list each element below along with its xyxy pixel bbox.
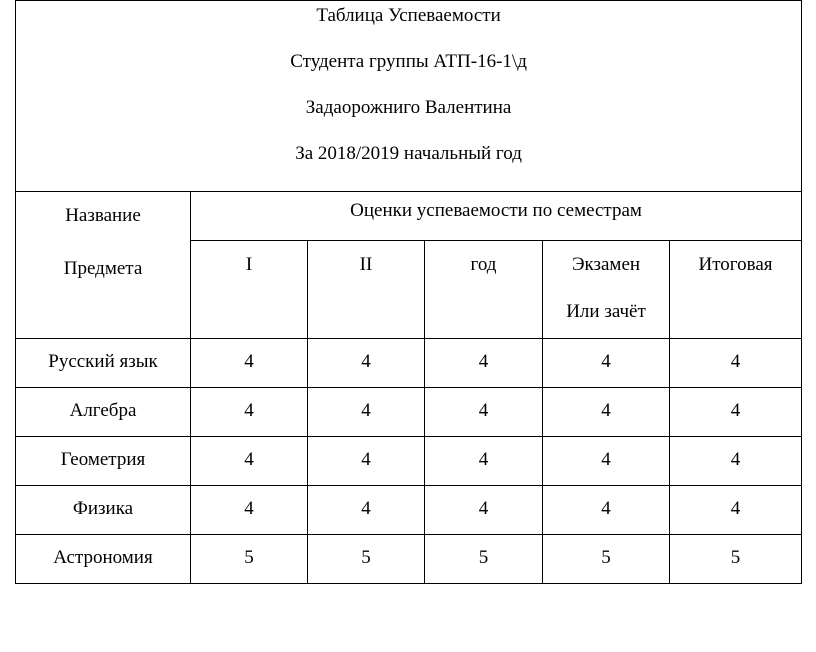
grades-table — [15, 0, 802, 584]
student-name-line: Задаорожниго Валентина — [305, 97, 512, 118]
subject-header-line1: Название — [65, 205, 141, 226]
grades-document — [15, 0, 801, 581]
grade-cell — [191, 388, 308, 437]
subject-header-line2: Предмета — [63, 258, 143, 279]
grade-value: 4 — [361, 351, 371, 372]
grade-cell — [425, 437, 543, 486]
group-line: Студента группы АТП-16-1\д — [290, 51, 527, 72]
grade-cell — [191, 486, 308, 535]
final-column-header — [670, 241, 802, 339]
final-label: Итоговая — [698, 254, 773, 276]
grade-cell — [543, 339, 670, 388]
grade-value: 4 — [601, 351, 611, 372]
subject-cell — [16, 486, 191, 535]
grade-value: 4 — [478, 498, 489, 519]
grade-cell — [191, 339, 308, 388]
semester1-column-header — [191, 241, 308, 339]
table-row — [16, 437, 802, 486]
subject-cell — [16, 535, 191, 584]
grade-cell — [543, 437, 670, 486]
grade-cell — [670, 535, 802, 584]
grade-cell — [670, 486, 802, 535]
exam-column-header — [543, 241, 670, 339]
grade-cell — [425, 339, 543, 388]
grade-cell — [425, 535, 543, 584]
grade-cell — [191, 535, 308, 584]
table-row — [16, 339, 802, 388]
exam-label-line2: Или зачёт — [566, 301, 646, 323]
grade-cell — [308, 437, 425, 486]
exam-label-line1: Экзамен — [571, 254, 641, 276]
grade-cell — [191, 437, 308, 486]
grade-value: 4 — [244, 498, 254, 519]
table-row — [16, 486, 802, 535]
semester2-label: II — [359, 254, 373, 276]
grade-value: 5 — [478, 547, 489, 568]
year-label: год — [470, 254, 497, 276]
grade-value: 4 — [601, 400, 611, 421]
year-column-header — [425, 241, 543, 339]
grade-value: 4 — [478, 351, 489, 372]
semester2-column-header — [308, 241, 425, 339]
grade-value: 4 — [244, 400, 254, 421]
subject-name: Физика — [72, 498, 134, 519]
table-row — [16, 535, 802, 584]
grade-value: 4 — [730, 449, 741, 470]
grade-value: 4 — [478, 449, 489, 470]
grade-cell — [425, 486, 543, 535]
grade-value: 5 — [244, 547, 254, 568]
grade-cell — [543, 486, 670, 535]
grade-cell — [670, 339, 802, 388]
grade-value: 4 — [601, 449, 611, 470]
subject-name: Русский язык — [48, 351, 158, 372]
grade-value: 4 — [730, 400, 741, 421]
grade-cell — [543, 388, 670, 437]
grade-value: 4 — [244, 351, 254, 372]
grade-value: 5 — [730, 547, 741, 568]
grade-cell — [670, 388, 802, 437]
table-title-cell — [16, 1, 802, 192]
grades-group-header — [191, 192, 802, 241]
grade-value: 4 — [361, 449, 371, 470]
title-line: Таблица Успеваемости — [316, 5, 501, 26]
subject-cell — [16, 388, 191, 437]
grade-value: 4 — [478, 400, 489, 421]
grade-cell — [308, 535, 425, 584]
subject-name: Геометрия — [60, 449, 146, 470]
grade-cell — [308, 339, 425, 388]
grade-value: 4 — [244, 449, 254, 470]
grade-cell — [543, 535, 670, 584]
grade-value: 5 — [361, 547, 371, 568]
grade-cell — [308, 486, 425, 535]
table-row — [16, 388, 802, 437]
grade-cell — [308, 388, 425, 437]
grade-value: 4 — [730, 351, 741, 372]
grades-group-title: Оценки успеваемости по семестрам — [350, 200, 642, 221]
grade-value: 4 — [601, 498, 611, 519]
subject-name: Астрономия — [53, 547, 153, 568]
grade-value: 5 — [601, 547, 611, 568]
grade-cell — [670, 437, 802, 486]
grade-value: 4 — [361, 400, 371, 421]
subject-column-header — [16, 192, 191, 339]
subject-cell — [16, 437, 191, 486]
grade-value: 4 — [361, 498, 371, 519]
subject-cell — [16, 339, 191, 388]
subject-name: Алгебра — [69, 400, 137, 421]
grade-value: 4 — [730, 498, 741, 519]
grade-cell — [425, 388, 543, 437]
semester1-label: I — [245, 254, 253, 276]
academic-year-line: За 2018/2019 начальный год — [295, 143, 522, 164]
